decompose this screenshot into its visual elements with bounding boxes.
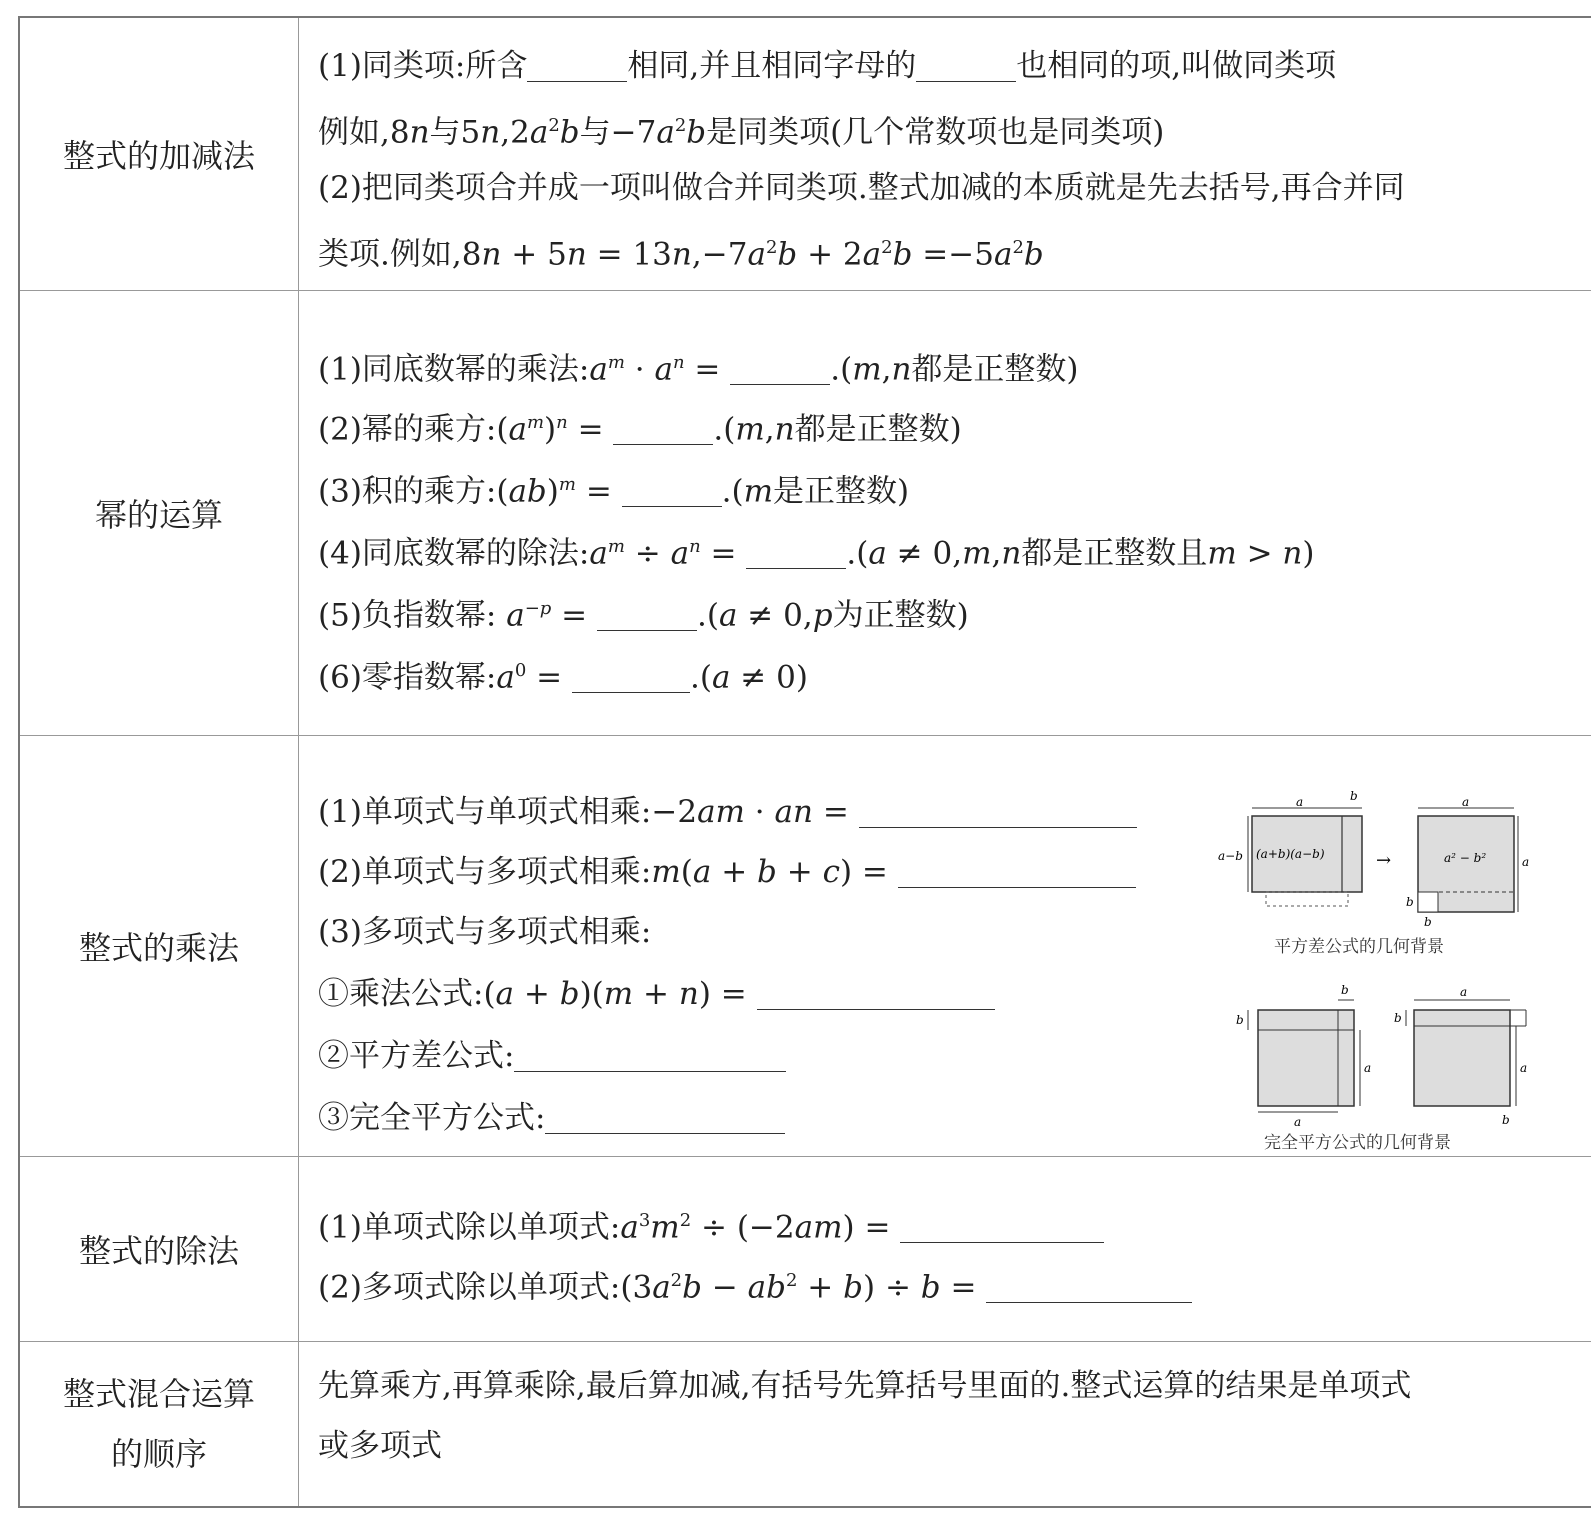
fig1-label-b2: b — [1406, 895, 1414, 909]
content-line: (2)把同类项合并成一项叫做合并同类项.整式加减的本质就是先去括号,再合并同 — [318, 170, 1405, 206]
difference-of-squares-figure — [1214, 786, 1544, 946]
content-line: 先算乘方,再算乘除,最后算加减,有括号先算括号里面的.整式运算的结果是单项式 — [318, 1368, 1412, 1404]
fig1-label-a-minus-b: a−b — [1218, 849, 1243, 863]
fig2-label-b1: b — [1341, 983, 1349, 997]
row-power-operations — [20, 291, 1591, 736]
content-line: (1)单项式与单项式相乘:−2am · an = — [318, 792, 1137, 832]
content-line: (2)多项式除以单项式$:(3a^2b - ab^2 + b) \div b$ = — [318, 1261, 1192, 1307]
fig2-caption: 完全平方公式的几何背景 — [1264, 1133, 1451, 1153]
content-line: (2)幂的乘方$:(a^m)^n = .(m,n$都是正整数) — [318, 411, 962, 448]
row-content — [318, 736, 1591, 1156]
fig2-label-a3: a — [1460, 985, 1468, 999]
row-header — [20, 1342, 299, 1506]
fig2-label-b2: b — [1236, 1013, 1244, 1027]
content-line: ①乘法公式:(a + b)(m + n) = — [318, 974, 995, 1014]
row-content — [318, 1157, 1591, 1341]
fig2-label-a4: a — [1520, 1061, 1528, 1075]
row-multiplication — [20, 736, 1591, 1157]
content-line: 类项.例如$,8n + 5n = 13n,-7a^2b + 2a^2b =-5a^2b$ — [318, 236, 1044, 273]
row-header — [20, 1157, 299, 1341]
row-header-line-1: 整式混合运算 — [62, 1375, 255, 1413]
content-line: (2)单项式与多项式相乘:m(a + b + c) = — [318, 852, 1136, 892]
fig1-label-b3: b — [1424, 915, 1432, 929]
content-line: (5)负指数幂: $a^{-p} = .(a \ne 0,p$为正整数) — [318, 597, 969, 634]
fig2-label-b3: b — [1394, 1011, 1402, 1025]
fig1-label-a3: a — [1522, 855, 1530, 869]
row-header-text: 整式的除法 — [78, 1232, 239, 1270]
row-addition-subtraction — [20, 18, 1591, 291]
content-line: (1)同类项:所含 相同,并且相同字母的 也相同的项,叫做同类项 — [318, 48, 1337, 84]
content-line: (1)同底数幂的乘法$:a^m \cdot a^n = .(m,n$都是正整数) — [318, 351, 1079, 388]
content-line: (1)单项式除以单项式$:a^3m^2 \div (-2am)$ = — [318, 1201, 1104, 1247]
content-line: 或多项式 — [318, 1428, 442, 1464]
knowledge-table — [18, 16, 1591, 1508]
content-line: 例如,8n与$5n,2a^2b$与$-7a^2b$是同类项(几个常数项也是同类项) — [318, 114, 1165, 151]
content-line: (4)同底数幂的除法$:a^m \div a^n = .(a \ne 0,m,n$都是正整数且m > n) — [318, 535, 1315, 572]
fig1-label-a2-b2: a² − b² — [1444, 851, 1487, 865]
content-line: (3)积的乘方:(ab)$^m$ = .(m是正整数) — [318, 473, 910, 510]
row-header-text — [63, 1364, 255, 1484]
row-header — [20, 736, 299, 1156]
row-header-text: 幂的运算 — [94, 496, 223, 534]
fig1-caption: 平方差公式的几何背景 — [1274, 937, 1444, 957]
fig1-label-a: a — [1296, 795, 1304, 809]
row-division — [20, 1157, 1591, 1342]
row-header-text: 整式的乘法 — [78, 929, 239, 967]
perfect-square-figure — [1224, 980, 1544, 1130]
fig1-label-a2: a — [1462, 795, 1470, 809]
content-line: (6)零指数幂$:a^0 = .(a \ne 0)$ — [318, 659, 808, 696]
fig2-label-a2: a — [1294, 1115, 1302, 1129]
fig2-label-a1: a — [1364, 1061, 1372, 1075]
fig1-arrow: → — [1376, 850, 1392, 871]
fig1-label-product: (a+b)(a−b) — [1256, 847, 1325, 861]
row-header — [20, 18, 299, 290]
row-mixed-order — [20, 1342, 1591, 1506]
content-line: ③完全平方公式: — [318, 1098, 785, 1138]
row-header-text: 整式的加减法 — [62, 137, 255, 175]
row-header — [20, 291, 299, 735]
row-content — [318, 18, 1591, 290]
row-content — [318, 291, 1591, 735]
fig2-label-b4: b — [1502, 1113, 1510, 1127]
row-header-line-2: 的顺序 — [110, 1435, 207, 1473]
fig1-label-b: b — [1350, 789, 1358, 803]
content-line: (3)多项式与多项式相乘: — [318, 914, 652, 950]
content-line: ②平方差公式: — [318, 1036, 786, 1076]
row-content — [318, 1342, 1591, 1506]
